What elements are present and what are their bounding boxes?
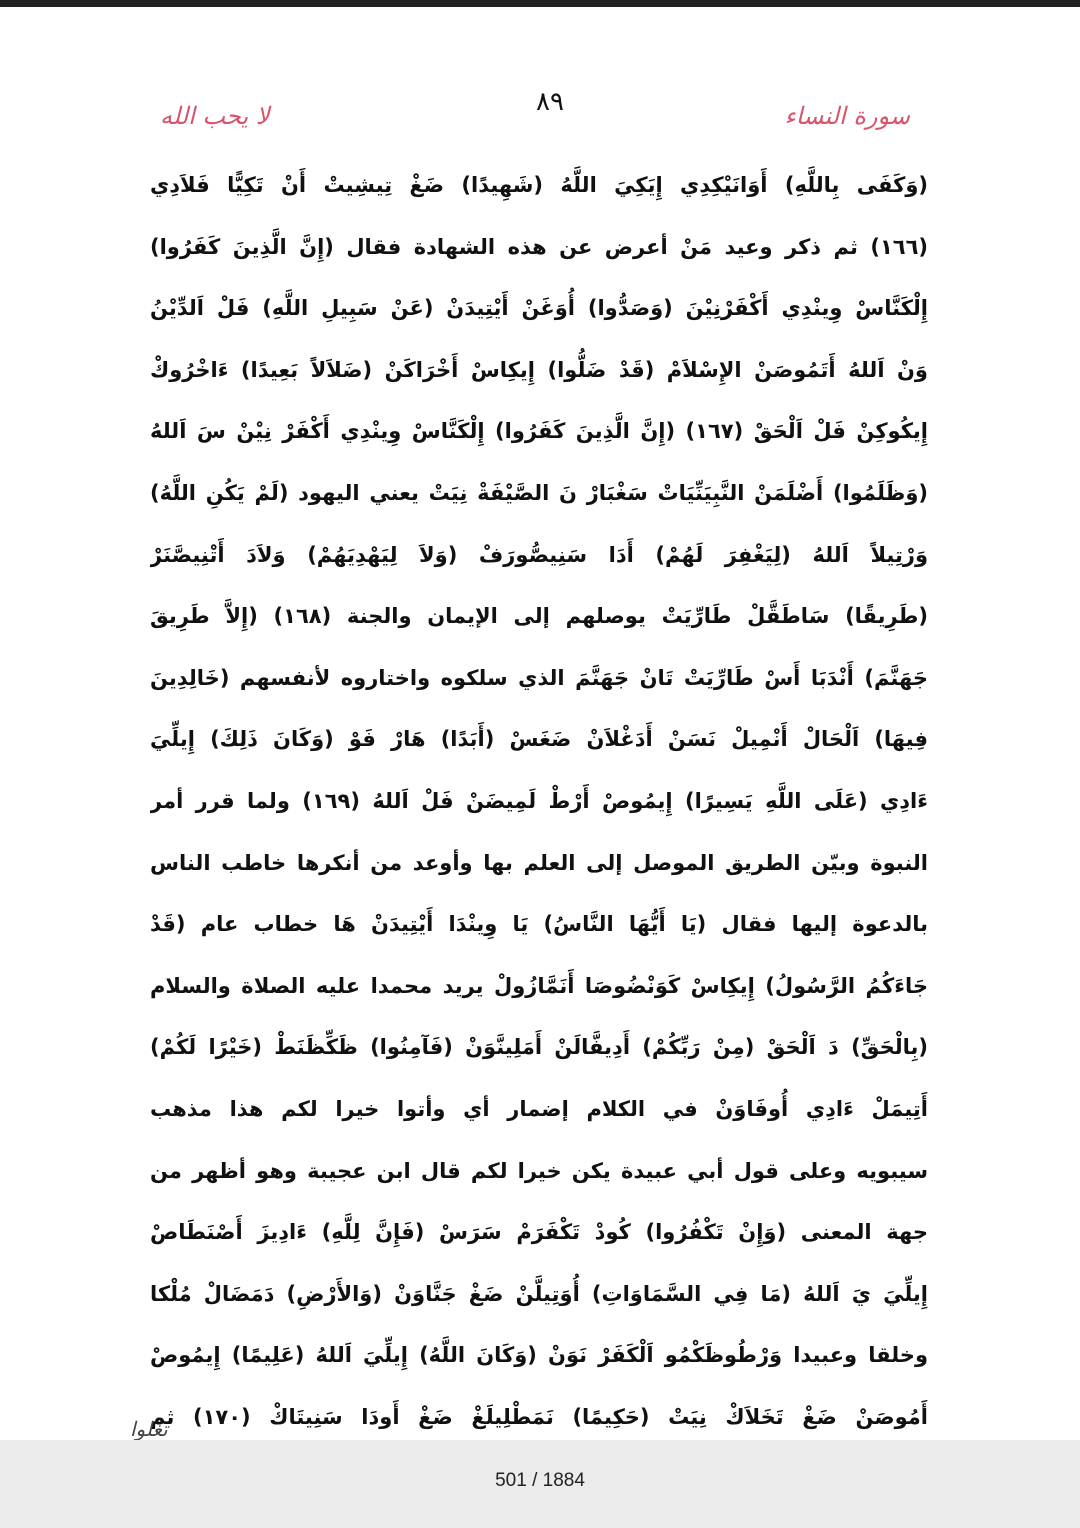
text-line: النبوة وبيّن الطريق الموصل إلى العلم بها وأوعد من أنكرها خاطب الناس — [150, 850, 928, 875]
page-indicator: 501 / 1884 — [495, 1470, 585, 1491]
handwritten-note: لا يحب الله — [160, 102, 270, 130]
text-line: (١٦٦) ثم ذكر وعيد مَنْ أعرض عن هذه الشهادة فقال (إِنَّ الَّذِينَ كَفَرُوا) — [150, 234, 928, 259]
text-line: أَمُوصَنْ ضَغْ تَخَلاَكْ نِيَتْ (حَكِيمًا) نَمَطْلِيلَغْ ضَغْ أَودَا سَنِيتَاكْ (١٧٠) ثم — [150, 1404, 928, 1429]
text-line: وخلقا وعبيدا وَرْطُوظَكْمُو اَلْكَفَرْ نَوَنْ (وَكَانَ اللَّهُ) إِيلِّيَ اَللهُ (عَلِيمًا) إِيمُوصْ — [150, 1343, 928, 1368]
text-line: (وَظَلَمُوا) أَضْلَمَنْ النَّبِيَنِّيَاتْ سَغْبَارْ نَ الصَّيْفَةْ نِيَتْ يعني اليهود (لَمْ يَكُنِ اللَّهُ) — [150, 480, 928, 505]
text-line: فِيهَا) اَلْحَالْ أَنْمِيلْ نَسَنْ أَدَغْلاَنْ ضَغَسْ (أَبَدًا) هَارْ فَوْ (وَكَانَ ذَلِكَ) إِيلِّيَ — [150, 727, 928, 752]
page-number: ٨٩ — [536, 87, 564, 117]
text-line: جَاءَكُمُ الرَّسُولُ) إِيكِاسْ كَوَنْضُوصَا أَنَمَّازُولْ يريد محمدا عليه الصلاة والسلام — [150, 973, 928, 998]
text-line: (وَكَفَى بِاللَّهِ) أَوَانَيْكِدِي إِيَكِيَ اللَّهُ (شَهِيدًا) ضَغْ تِيشِيتْ أَنْ تَكِيًّا فَلاَدِي — [150, 173, 928, 197]
text-line: وَنْ اَللهُ أَتَمُوصَنْ الإِسْلاَمْ (قَدْ ضَلُّوا) إِيكِاسْ أَخْرَاكَنْ (ضَلاَلاً بَعِيدًا) ءَاخْرُوكْ — [150, 357, 928, 382]
text-line: إِلْكَنَّاسْ وِينْدِي أَكْفَرْنِيْنَ (وَصَدُّوا) أُوَغَنْ أَيْتِيدَنْ (عَنْ سَبِيلِ اللَّهِ) فَلْ اَلدِّيْنُ — [150, 296, 928, 321]
text-line: وَرْتِيلاً اَللهُ (لِيَغْفِرَ لَهُمْ) أَدَا سَنِيصُّورَفْ (وَلاَ لِيَهْدِيَهُمْ) وَلاَدَ أَتْنِيصَّنَرْ — [150, 542, 928, 567]
text-line: إِيلِّيَ يَ اَللهُ (مَا فِي السَّمَاوَاتِ) أُوَتِيلَّنْ ضَغْ جَنَّاوَنْ (وَالأَرْضِ) دَمَضَالْ مُلْكا — [150, 1281, 928, 1306]
catchword: تغلوا — [130, 1417, 168, 1440]
text-line: أَتِيمَلْ ءَادِي أُوفَاوَنْ في الكلام إضمار أي وأتوا خيرا لكم هذا مذهب — [150, 1096, 928, 1121]
text-line: جهة المعنى (وَإِنْ تَكْفُرُوا) كُودْ تَكْفَرَمْ سَرَسْ (فَإِنَّ لِلَّهِ) ءَادِيزَ أَصْنَطَاصْ — [150, 1220, 928, 1245]
text-line: (بِالْحَقِّ) دَ اَلْحَقْ (مِنْ رَبِّكُمْ) أَدِيفَّالَنْ أَمَلِينَّوَنْ (فَآمِنُوا) ظَكِّظَنَطْ (خَيْرًا لَكُمْ) — [150, 1035, 928, 1060]
body-text — [150, 155, 928, 1440]
text-line: جَهَنَّمَ) أَنْدَبَا أَسْ طَارِّيَتْ تَانْ جَهَنَّمَ الذي سلكوه واختاروه لأنفسهم (خَالِدِينَ — [150, 665, 928, 690]
text-line: إِيكُوكِنْ فَلْ اَلْحَقْ (١٦٧) (إِنَّ الَّذِينَ كَفَرُوا) إِلْكَنَّاسْ وِينْدِي أَكْفَرْ نِيْنْ سَ اَللهُ — [150, 419, 928, 444]
text-line: ءَادِي (عَلَى اللَّهِ يَسِيرًا) إِيمُوصْ أَرْطْ لَمِيضَنْ فَلْ اَللهُ (١٦٩) ولما قرر أمر — [150, 788, 928, 813]
text-line: سيبويه وعلى قول أبي عبيدة يكن خيرا لكم قال ابن عجيبة وهو أظهر من — [150, 1158, 928, 1183]
surah-header: سورة النساء — [784, 102, 910, 130]
text-line: بالدعوة إليها فقال (يَا أَيُّهَا النَّاسُ) يَا وِينْدَا أَيْتِيدَنْ هَا خطاب عام (قَدْ — [150, 912, 928, 937]
text-line: (طَرِيقًا) سَاطَقَّلْ طَارِّيَتْ يوصلهم إلى الإيمان والجنة (١٦٨) (إِلاَّ طَرِيقَ — [150, 604, 928, 629]
